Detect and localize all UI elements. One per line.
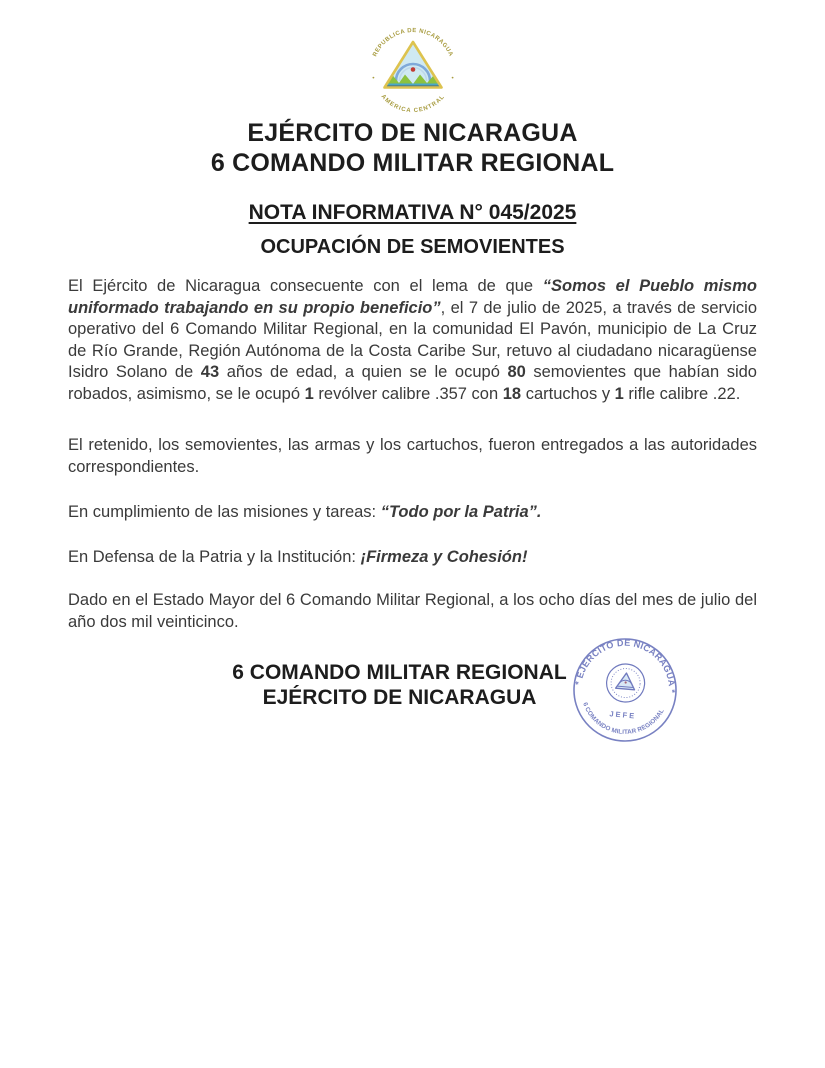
stamp-outer-ring: [570, 635, 681, 746]
paragraph-handover: El retenido, los semovientes, las armas y los cartuchos, fueron entregados a las autoridades correspondientes.: [68, 436, 757, 476]
official-stamp-seal: [557, 622, 693, 758]
note-number-heading: NOTA INFORMATIVA N° 045/2025: [248, 201, 577, 224]
note-subject-heading: OCUPACIÓN DE SEMOVIENTES: [260, 236, 565, 258]
stamp-mini-coat-of-arms: [616, 672, 636, 690]
document-title: [0, 118, 825, 178]
paragraph-seizure-details: El Ejército de Nicaragua consecuente con el lema de que “Somos el Pueblo mismo uniformado trabajando en su propio beneficio”, el 7 de julio de 2025, a través de servicio operativo del 6 Comando Militar Regional, en la comunidad El Pavón, municipio de La Cruz de Río Grande, Región Autónoma de la Costa Caribe Sur, retuvo al ciudadano nicaragüense Isidro Solano de 43 años de edad, a quien se le ocupó 80 semovientes que habían sido robados, asimismo, se le ocupó 1 revólver calibre .357 con 18 cartuchos y 1 rifle calibre .22.: [68, 277, 757, 403]
signature-line1: 6 COMANDO MILITAR REGIONAL: [232, 661, 567, 684]
signature-line2: EJÉRCITO DE NICARAGUA: [262, 686, 537, 709]
emblem-top-arc-text: REPUBLICA DE NICARAGUA: [371, 28, 454, 58]
stamp-bottom-arc-text: 6 COMANDO MILITAR REGIONAL: [581, 701, 666, 736]
paragraph-motto-patria: En cumplimiento de las misiones y tareas: “Todo por la Patria”.: [68, 503, 542, 521]
document-title-line2: 6 COMANDO MILITAR REGIONAL: [210, 149, 615, 177]
paragraph-dateline: Dado en el Estado Mayor del 6 Comando Militar Regional, a los ocho días del mes de julio del año dos mil veinticinco.: [68, 591, 757, 631]
stamp-jefe-text: JEFE: [609, 709, 637, 721]
paragraph-motto-firmeza: En Defensa de la Patria y la Institución: ¡Firmeza y Cohesión!: [68, 547, 528, 566]
emblem-triangle-interior: [382, 40, 444, 90]
nicaragua-coat-of-arms-icon: [352, 27, 474, 113]
stamp-top-arc-text: * EJERCITO DE NICARAGUA *: [573, 637, 678, 694]
document-title-line1: EJÉRCITO DE NICARAGUA: [247, 119, 578, 147]
emblem-bottom-arc-text: AMERICA CENTRAL: [379, 93, 446, 113]
